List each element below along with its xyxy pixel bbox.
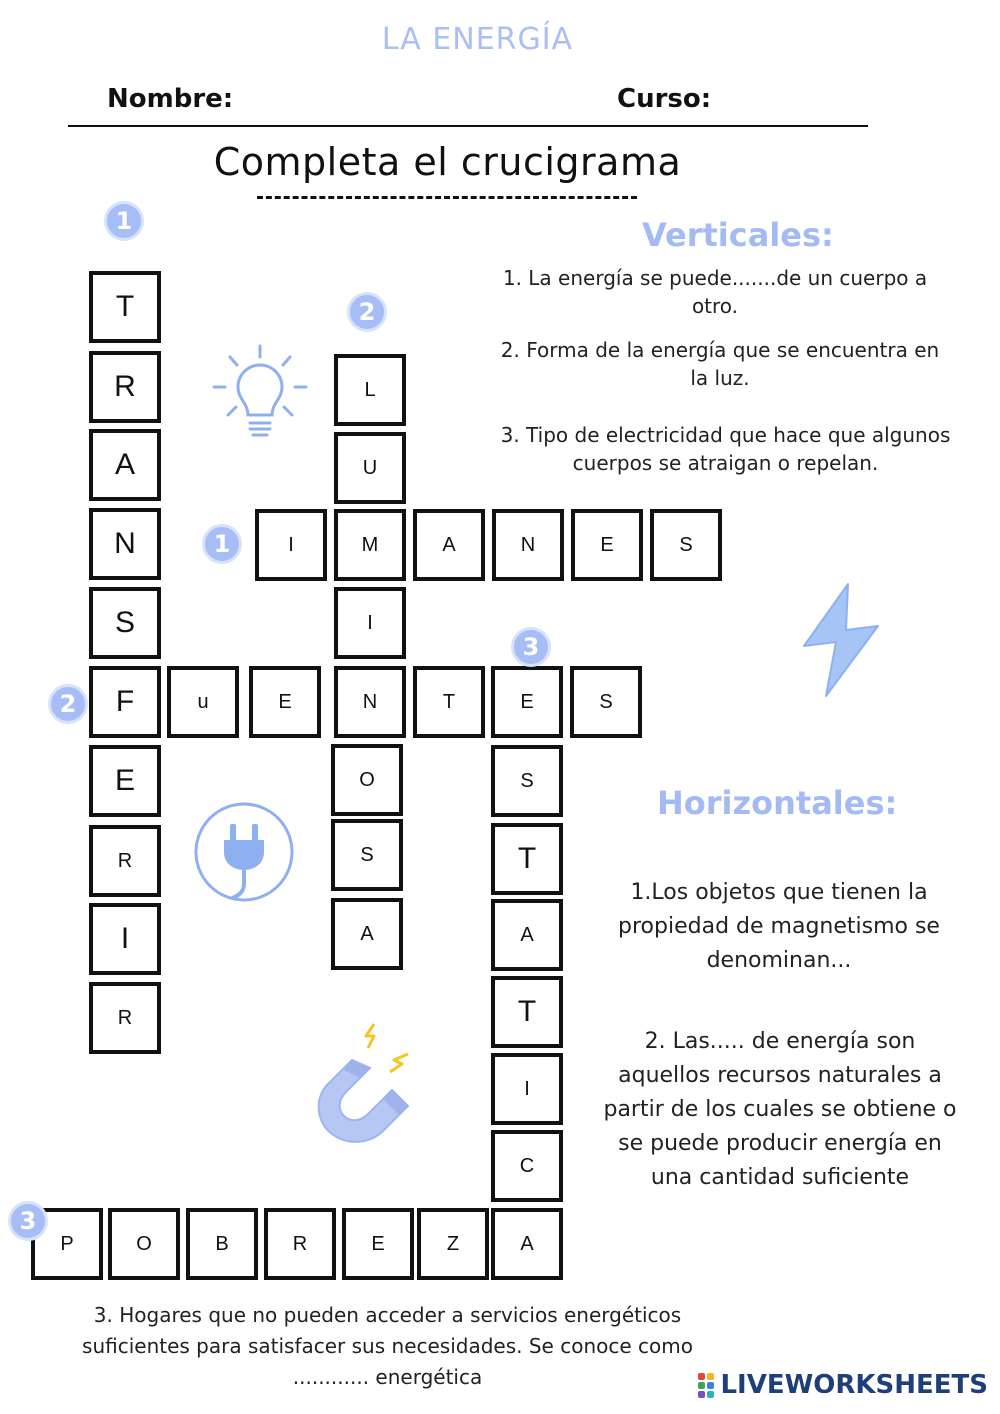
- grid-cell[interactable]: Z: [417, 1208, 489, 1280]
- clue-number-badge-v3: 3: [511, 627, 551, 667]
- horizontals-heading: Horizontales:: [657, 784, 898, 822]
- verticals-heading: Verticales:: [642, 216, 834, 254]
- grid-cell[interactable]: T: [413, 666, 485, 738]
- name-label: Nombre:: [107, 84, 234, 114]
- grid-cell[interactable]: F: [89, 666, 161, 738]
- liveworksheets-logo: [698, 1370, 988, 1400]
- brand-text: LIVEWORKSHEETS: [720, 1370, 988, 1400]
- horizontal-clue-3: 3. Hogares que no pueden acceder a servicios energéticos suficientes para satisfacer sus necesidades. Se conoce como ............ energética: [82, 1303, 693, 1389]
- header-divider: [68, 125, 868, 127]
- grid-cell[interactable]: R: [264, 1208, 336, 1280]
- grid-cell[interactable]: A: [491, 1208, 563, 1280]
- grid-cell[interactable]: A: [89, 429, 161, 501]
- liveworksheets-mark-icon: [698, 1373, 716, 1397]
- grid-cell[interactable]: E: [571, 509, 643, 581]
- plug-icon: [192, 800, 296, 908]
- vertical-clue-1: 1. La energía se puede.......de un cuerpo a otro.: [502, 266, 928, 318]
- clue-number-badge-h2: 2: [48, 684, 88, 724]
- grid-cell[interactable]: T: [491, 823, 563, 895]
- grid-cell[interactable]: C: [491, 1130, 563, 1202]
- grid-cell[interactable]: R: [89, 982, 161, 1054]
- grid-cell[interactable]: L: [334, 354, 406, 426]
- grid-cell[interactable]: R: [89, 351, 161, 423]
- clue-number-badge-h1: 1: [202, 524, 242, 564]
- dashed-underline: [257, 196, 637, 199]
- grid-cell[interactable]: S: [570, 666, 642, 738]
- grid-cell[interactable]: E: [249, 666, 321, 738]
- grid-cell[interactable]: S: [650, 509, 722, 581]
- grid-cell[interactable]: S: [491, 745, 563, 817]
- grid-cell[interactable]: U: [334, 432, 406, 504]
- grid-cell[interactable]: I: [491, 1053, 563, 1125]
- grid-cell[interactable]: T: [491, 976, 563, 1048]
- vertical-clue-2: 2. Forma de la energía que se encuentra en la luz.: [500, 338, 940, 390]
- course-label: Curso:: [617, 84, 712, 114]
- grid-cell[interactable]: E: [89, 745, 161, 817]
- grid-cell[interactable]: O: [108, 1208, 180, 1280]
- grid-cell[interactable]: E: [342, 1208, 414, 1280]
- clue-number-badge-h3: 3: [8, 1201, 48, 1241]
- grid-cell[interactable]: O: [331, 744, 403, 816]
- grid-cell[interactable]: S: [331, 819, 403, 891]
- grid-cell[interactable]: T: [89, 271, 161, 343]
- clue-number-badge-v2: 2: [347, 292, 387, 332]
- grid-cell[interactable]: A: [413, 509, 485, 581]
- grid-cell[interactable]: N: [89, 508, 161, 580]
- grid-cell[interactable]: P: [31, 1208, 103, 1280]
- grid-cell[interactable]: B: [186, 1208, 258, 1280]
- grid-cell[interactable]: I: [255, 509, 327, 581]
- lightbulb-icon: [210, 343, 310, 452]
- grid-cell[interactable]: N: [334, 666, 406, 738]
- grid-cell[interactable]: I: [334, 587, 406, 659]
- grid-cell[interactable]: u: [167, 666, 239, 738]
- grid-cell[interactable]: A: [331, 898, 403, 970]
- grid-cell[interactable]: S: [89, 587, 161, 659]
- grid-cell[interactable]: M: [334, 509, 406, 581]
- horizontal-clue-1: 1.Los objetos que tienen la propiedad de magnetismo se denominan...: [618, 880, 940, 974]
- grid-cell[interactable]: I: [89, 903, 161, 975]
- instructions-title: Completa el crucigrama: [213, 140, 682, 184]
- worksheet-title: LA ENERGÍA: [381, 22, 574, 57]
- grid-cell[interactable]: E: [491, 666, 563, 738]
- vertical-clue-3: 3. Tipo de electricidad que hace que algunos cuerpos se atraigan o repelan.: [500, 423, 951, 475]
- clue-number-badge-v1: 1: [104, 201, 144, 241]
- magnet-icon: [308, 1020, 423, 1154]
- grid-cell[interactable]: N: [492, 509, 564, 581]
- grid-cell[interactable]: R: [89, 825, 161, 897]
- lightning-bolt-icon: [796, 580, 886, 704]
- grid-cell[interactable]: A: [491, 899, 563, 971]
- horizontal-clue-2: 2. Las..... de energía son aquellos recursos naturales a partir de los cuales se obtiene o se puede producir energía en una cantidad suficiente: [603, 1029, 957, 1191]
